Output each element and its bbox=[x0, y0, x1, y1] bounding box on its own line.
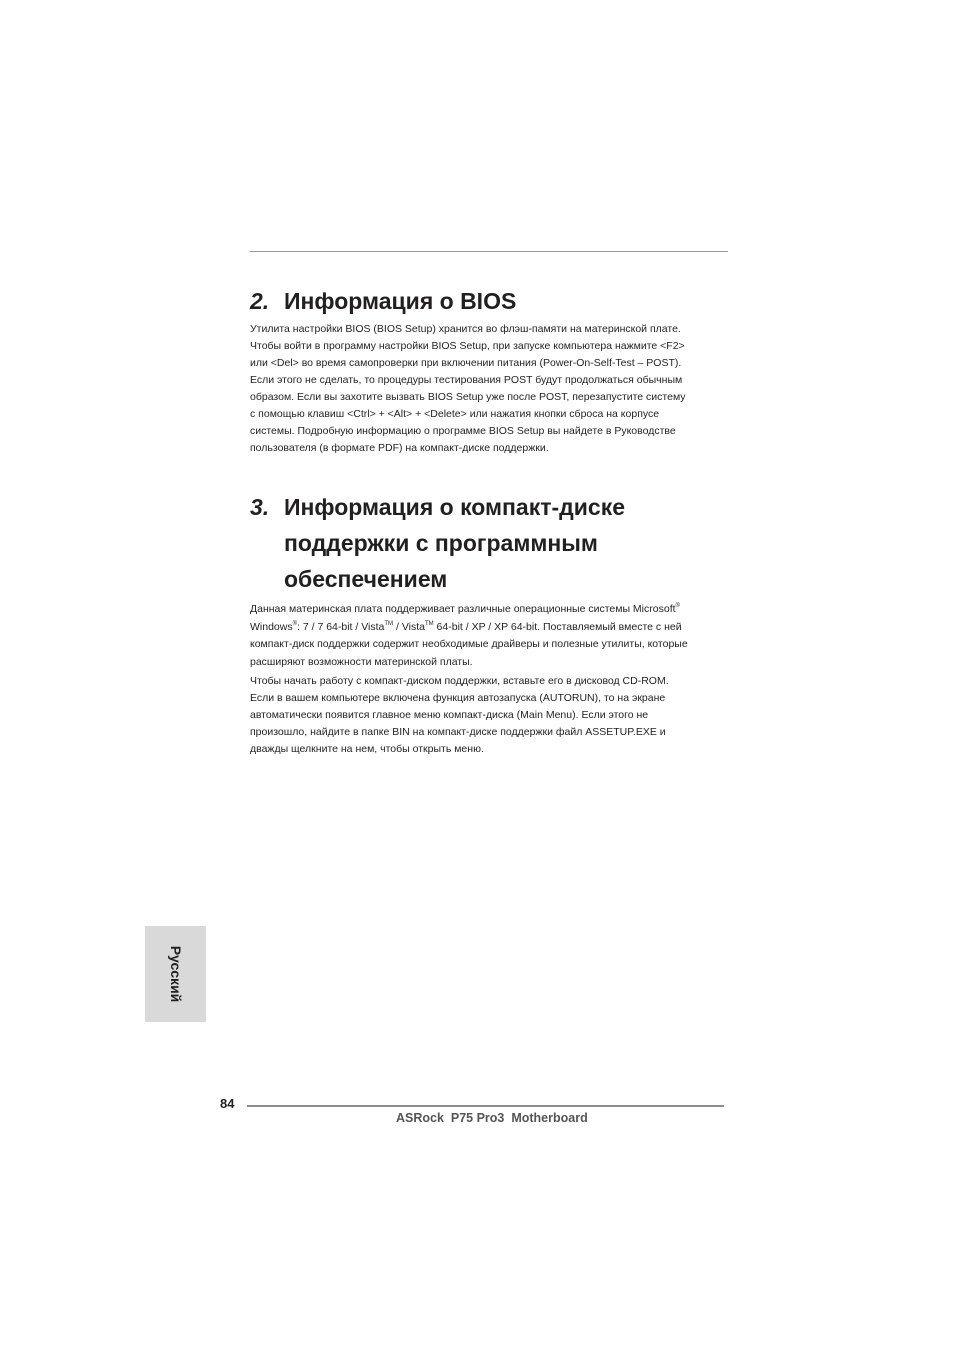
text-segment: : 7 / 7 64-bit / Vista bbox=[297, 620, 385, 633]
section-number: 2. bbox=[250, 288, 270, 314]
trademark-mark: TM bbox=[384, 620, 394, 627]
text-line: пользователя (в формате PDF) на компакт-диске поддержки. bbox=[250, 442, 549, 454]
text-line: с помощью клавиш <Ctrl> + <Alt> + <Delete> или нажатия кнопки сброса на корпусе bbox=[250, 408, 660, 420]
text-line: Чтобы войти в программу настройки BIOS Setup, при запуске компьютера нажмите <F2> bbox=[250, 340, 685, 352]
page-number: 84 bbox=[220, 1096, 235, 1111]
text-segment: Данная материнская плата поддерживает различные операционные системы Microsoft bbox=[250, 603, 676, 615]
registered-mark: ® bbox=[675, 603, 680, 609]
text-line: автоматически появится главное меню компакт-диска (Main Menu). Если этого не bbox=[250, 709, 649, 721]
bios-paragraph bbox=[250, 321, 726, 457]
text-segment: Windows bbox=[250, 620, 293, 633]
language-label: Русский bbox=[167, 945, 184, 1003]
text-line bbox=[250, 619, 726, 637]
section-title-line: поддержки с программным bbox=[284, 530, 598, 556]
top-divider bbox=[250, 251, 728, 252]
text-line: образом. Если вы захотите вызвать BIOS Setup уже после POST, перезапустите систему bbox=[250, 391, 686, 403]
section-title-line: обеспечением bbox=[284, 566, 448, 592]
text-line: дважды щелкните на нем, чтобы открыть меню. bbox=[250, 743, 484, 755]
text-line: Если этого не сделать, то процедуры тестирования POST будут продолжаться обычным bbox=[250, 374, 683, 386]
section-title-line: Информация о компакт-диске bbox=[284, 494, 625, 520]
section-number: 3. bbox=[250, 494, 270, 520]
text-line: компакт-диск поддержки содержит необходимые драйверы и полезные утилиты, которые bbox=[250, 638, 688, 650]
text-line bbox=[250, 601, 726, 619]
text-line: расширяют возможности материнской платы. bbox=[250, 655, 473, 668]
text-line: Чтобы начать работу с компакт-диском поддержки, вставьте его в дисковод CD-ROM. bbox=[250, 675, 669, 687]
registered-mark: ® bbox=[292, 620, 298, 627]
text-segment: 64-bit / XP / XP 64-bit. Поставляемый вместе с ней bbox=[433, 620, 682, 633]
os-support-paragraph bbox=[250, 601, 726, 671]
section-heading-bios bbox=[250, 283, 730, 319]
text-line: произошло, найдите в папке BIN на компакт-диске поддержки файл ASSETUP.EXE и bbox=[250, 726, 666, 738]
text-line: системы. Подробную информацию о программе BIOS Setup вы найдете в Руководстве bbox=[250, 425, 676, 437]
text-line: Утилита настройки BIOS (BIOS Setup) хранится во флэш-памяти на материнской плате. bbox=[250, 323, 681, 335]
text-line: Если в вашем компьютере включена функция автозапуска (AUTORUN), то на экране bbox=[250, 692, 666, 704]
footer-caption: ASRock P75 Pro3 Motherboard bbox=[396, 1111, 588, 1125]
language-tab bbox=[145, 926, 206, 1022]
autorun-paragraph bbox=[250, 673, 726, 758]
footer-divider bbox=[247, 1105, 724, 1107]
text-segment: / Vista bbox=[393, 620, 425, 633]
text-line: или <Del> во время самопроверки при включении питания (Power-On-Self-Test – POST). bbox=[250, 357, 682, 369]
section-title: Информация о BIOS bbox=[284, 288, 517, 314]
section-heading-support-cd bbox=[250, 489, 730, 597]
trademark-mark: TM bbox=[424, 620, 434, 627]
